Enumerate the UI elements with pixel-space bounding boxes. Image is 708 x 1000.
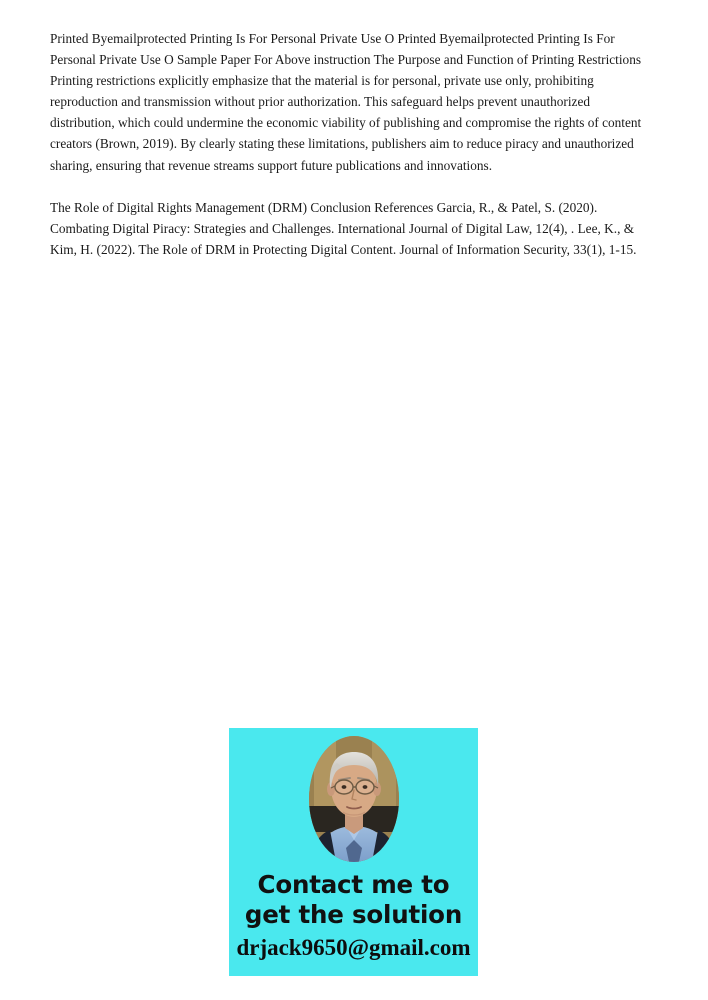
document-text-body (50, 28, 642, 260)
contact-card (229, 728, 478, 976)
portrait-photo (308, 736, 400, 862)
contact-email: drjack9650@gmail.com (236, 935, 471, 960)
contact-heading-line-2: get the solution (244, 900, 463, 929)
paragraph-1: Printed Byemailprotected Printing Is For Personal Private Use O Printed Byemailprotected Printing Is For Personal Private Use O Sample Paper For Above instruction The Purpose and Function of Printing Restrictions Printing restrictions explicitly emphasize that the material is for personal, private use only, prohibiting reproduction and transmission without prior authorization. This safeguard helps prevent unauthorized distribution, which could undermine the economic viability of publishing and compromise the rights of content creators (Brown, 2019). By clearly stating these limitations, publishers aim to reduce piracy and unauthorized sharing, ensuring that revenue streams support future publications and innovations. (50, 31, 642, 173)
paragraph-2: The Role of Digital Rights Management (DRM) Conclusion References Garcia, R., & Patel, S. (2020). Combating Digital Piracy: Strategies and Challenges. International Journal of Digital Law, 12(4), . Lee, K., & Kim, H. (2022). The Role of DRM in Protecting Digital Content. Journal of Information Security, 33(1), 1-15. (50, 199, 637, 257)
contact-heading-line-1: Contact me to (257, 870, 450, 899)
